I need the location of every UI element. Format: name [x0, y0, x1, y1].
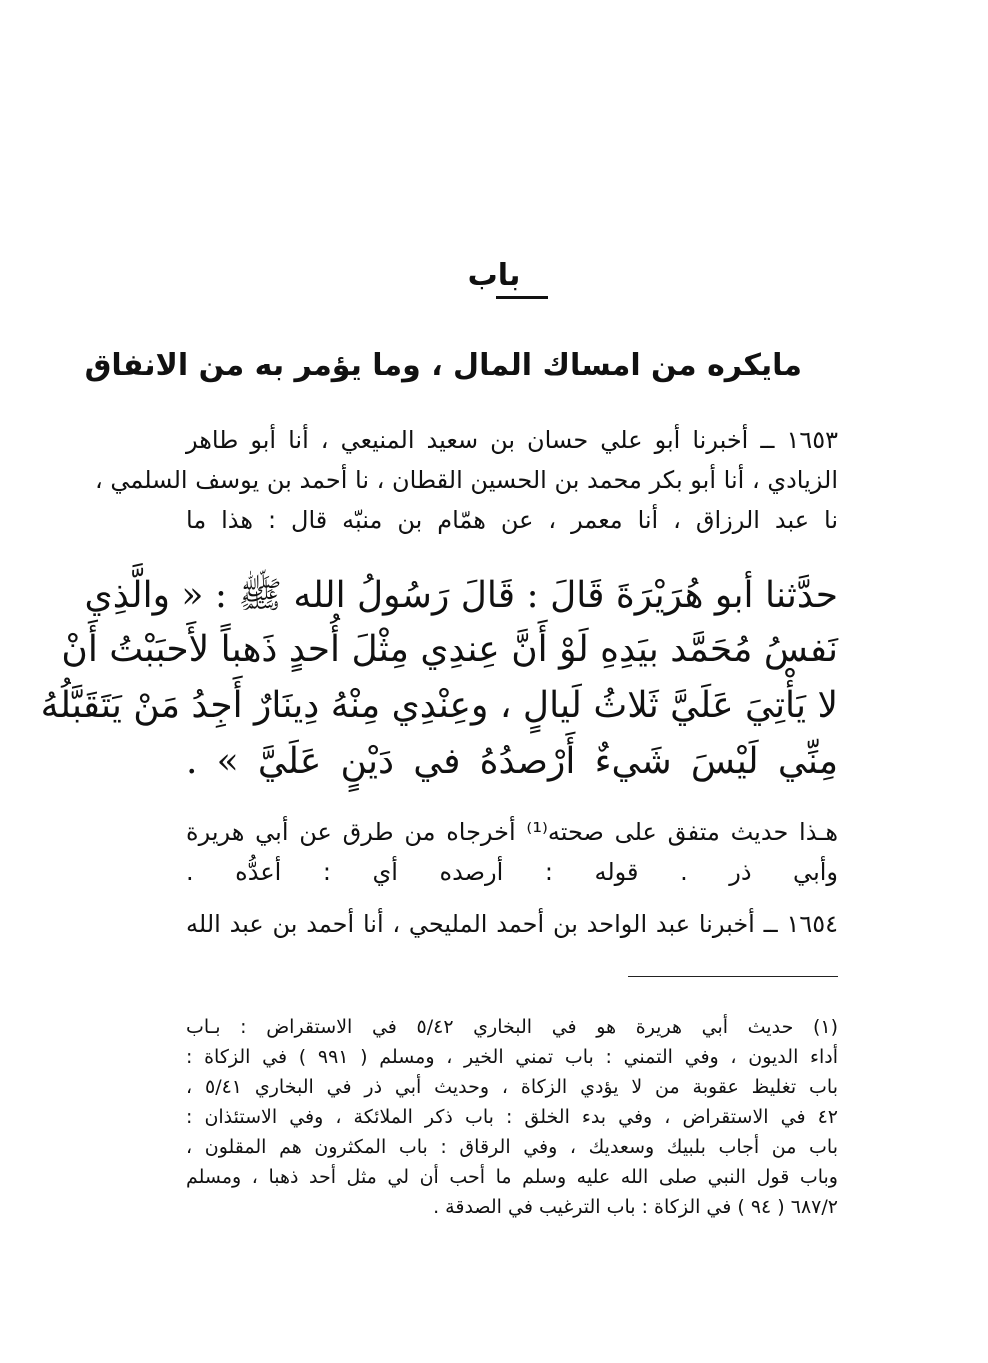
- footnote-line: باب تغليظ عقوبة من لا يؤدي الزكاة ، وحديث أبي ذر في البخاري ٥/٤١ ،: [186, 1076, 838, 1098]
- isnad-line: نا عبد الرزاق ، أنا معمر ، عن همّام بن منبّه قال : هذا ما: [186, 506, 838, 534]
- isnad-line: الزيادي ، أنا أبو بكر محمد بن الحسين القطان ، نا أحمد بن يوسف السلمي ،: [94, 466, 838, 494]
- footnote-separator: [628, 976, 838, 977]
- commentary-line: وأبي ذر . قوله : أرصده أي : أعدُّه .: [186, 858, 838, 886]
- hadith-line: حدَّثنا أبو هُرَيْرَةَ قَالَ : قَالَ رَسُولُ الله ﷺ : « والَّذِي: [84, 575, 838, 616]
- hadith-line: مِنِّي لَيْسَ شَيءٌ أَرْصدُهُ في دَيْنٍ عَلَيَّ » .: [186, 741, 838, 782]
- isnad-line: ١٦٥٣ ــ أخبرنا أبو علي حسان بن سعيد المنيعي ، أنا أبو طاهر: [186, 426, 838, 454]
- footnote-line: (١) حديث أبي هريرة هو في البخاري ٥/٤٢ في الاستقراض : بـاب: [186, 1016, 839, 1038]
- chapter-label-underline: [496, 296, 548, 299]
- isnad-line: ١٦٥٤ ــ أخبرنا عبد الواحد بن أحمد المليحي ، أنا أحمد بن عبد الله: [186, 910, 838, 938]
- footnote-line: أداء الديون ، وفي التمني : باب تمني الخير ، ومسلم ( ٩٩١ ) في الزكاة :: [186, 1046, 838, 1068]
- footnote-line: ٤٢ في الاستقراض ، وفي بدء الخلق : باب ذكر الملائكة ، وفي الاستئذان :: [186, 1106, 838, 1128]
- commentary-line: هـذا حديث متفق على صحته⁽¹⁾ أخرجاه من طرق عن أبي هريرة: [186, 818, 839, 846]
- footnote-line: ٦٨٧/٢ ( ٩٤ ) في الزكاة : باب الترغيب في الصدقة .: [433, 1196, 838, 1218]
- chapter-title: مايكره من امساك المال ، وما يؤمر به من الانفاق: [84, 348, 802, 383]
- hadith-line: لا يَأْتِيَ عَلَيَّ ثَلاثُ لَيالٍ ، وعِنْدِي مِنْهُ دِينَارٌ أَجِدُ مَنْ يَتَقَبَّلُهُ: [40, 685, 838, 726]
- chapter-label: باب: [467, 258, 521, 293]
- hadith-line: نَفسُ مُحَمَّد بيَدِهِ لَوْ أَنَّ عِندِي مِثْلَ أُحدٍ ذَهباً لأَحبَبْتُ أَنْ: [61, 629, 838, 670]
- footnote-line: وباب قول النبي صلى الله عليه وسلم ما أحب أن لي مثل أحد ذهبا ، ومسلم: [186, 1166, 838, 1188]
- footnote-line: باب من أجاب بلبيك وسعديك ، وفي الرقاق : باب المكثرون هم المقلون ،: [186, 1136, 838, 1158]
